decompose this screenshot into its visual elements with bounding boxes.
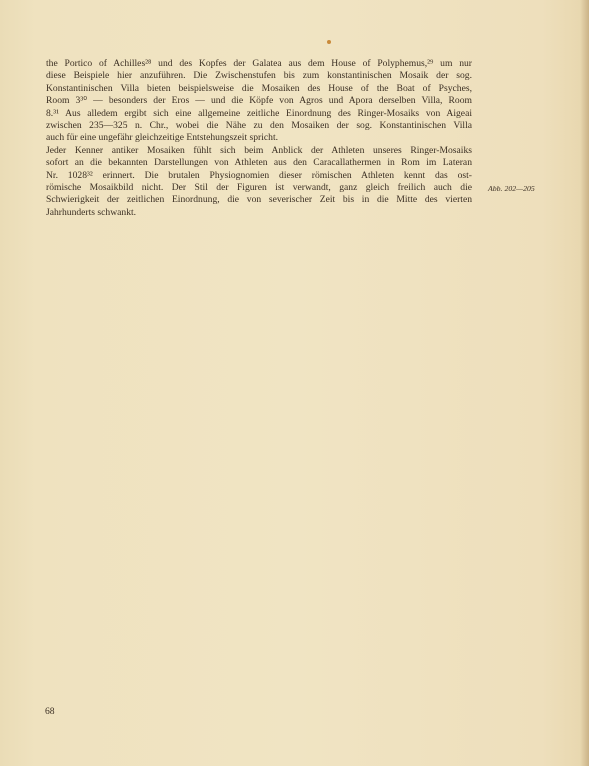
text-line: diese Beispiele hier anzuführen. Die Zwischenstufen bis zum konstantinischen Mosaik der sog.	[46, 70, 472, 82]
text-line: zwischen 235—325 n. Chr., wobei die Nähe zu den Mosaiken der sog. Konstantinischen Villa	[46, 120, 472, 132]
page-spine-shadow	[580, 0, 589, 766]
text-line: Schwierigkeit der zeitlichen Einordnung, die von severischer Zeit bis in die Mitte des vierten	[46, 194, 472, 206]
ink-speck	[327, 40, 331, 44]
text-line: Room 3³⁰ — besonders der Eros — und die Köpfe von Agros und Apora derselben Villa, Room	[46, 95, 472, 107]
page-number: 68	[45, 706, 55, 717]
text-line: the Portico of Achilles²⁸ und des Kopfes der Galatea aus dem House of Polyphemus,²⁹ um nur	[46, 58, 472, 69]
text-line: Konstantinischen Villa bieten beispielsweise die Mosaiken des House of the Boat of Psyches,	[46, 82, 472, 94]
body-text	[46, 58, 472, 219]
text-line: Nr. 1028³² erinnert. Die brutalen Physiognomien dieser römischen Athleten kennt das ost-	[46, 169, 472, 181]
text-line: Jahrhunderts schwankt.	[46, 206, 137, 218]
text-line: sofort an die bekannten Darstellungen von Athleten aus den Caracallathermen in Rom im Lateran	[46, 157, 472, 169]
figure-reference-note: Abb. 202—205	[488, 184, 535, 193]
text-line: auch für eine ungefähr gleichzeitige Entstehungszeit spricht.	[46, 132, 279, 144]
text-line: Jeder Kenner antiker Mosaiken fühlt sich beim Anblick der Athleten unseres Ringer-Mosaiks	[46, 144, 472, 156]
text-line: römische Mosaikbild nicht. Der Stil der Figuren ist verwandt, ganz gleich freilich auch die	[46, 182, 472, 194]
text-line: 8.³¹ Aus alledem ergibt sich eine allgemeine zeitliche Einordnung des Ringer-Mosaiks von Aigeai	[46, 107, 472, 119]
